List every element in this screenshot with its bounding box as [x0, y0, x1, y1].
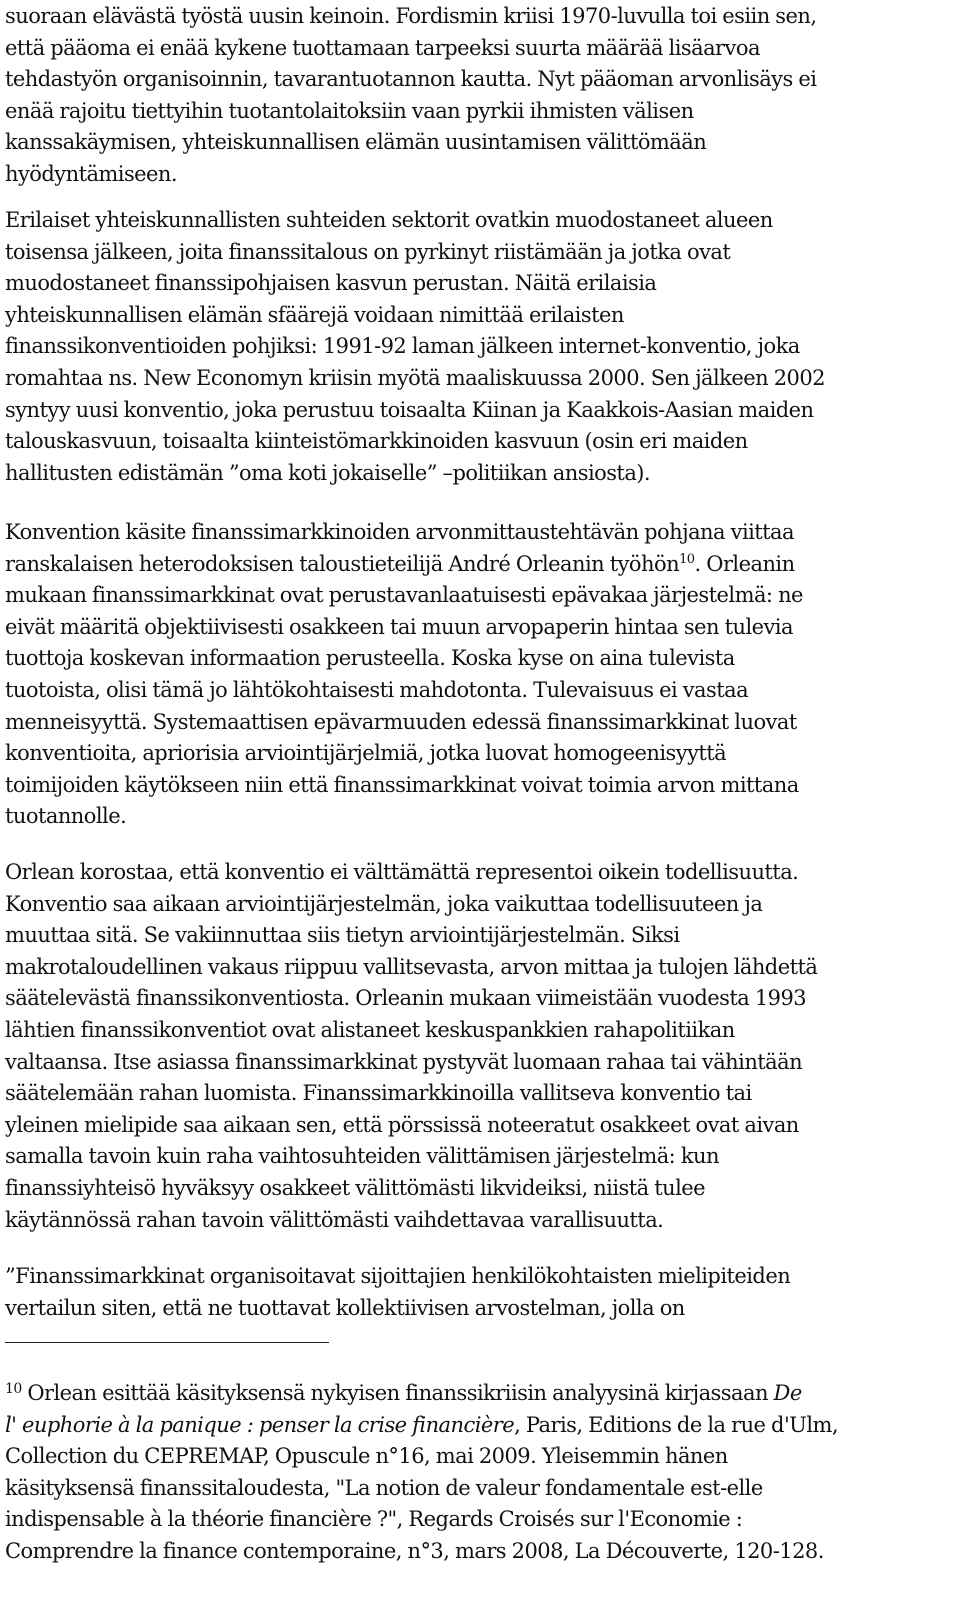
footnote-line: Collection du CEPREMAP, Opuscule n°16, mai 2009. Yleisemmin hänen: [5, 1444, 728, 1469]
footnote-line: käsityksensä finanssitaloudesta, "La notion de valeur fondamentale est-elle: [5, 1475, 763, 1500]
text-line: suoraan elävästä työstä uusin keinoin. Fordismin kriisi 1970-luvulla toi esiin sen,: [5, 4, 817, 28]
text-line: eivät määritä objektiivisesti osakkeen tai muun arvopaperin hintaa sen tulevia: [5, 614, 793, 639]
text-line: mukaan finanssimarkkinat ovat perustavanlaatuisesti epävakaa järjestelmä: ne: [5, 583, 803, 608]
text-line: Orlean korostaa, että konventio ei välttämättä representoi oikein todellisuutta.: [5, 860, 799, 884]
text-line: romahtaa ns. New Economyn kriisin myötä maaliskuussa 2000. Sen jälkeen 2002: [5, 365, 825, 390]
text-line: yleinen mielipide saa aikaan sen, että pörssissä noteeratut osakkeet ovat aivan: [5, 1112, 799, 1137]
paragraph-3: [5, 517, 803, 833]
text-line: Erilaiset yhteiskunnallisten suhteiden sektorit ovatkin muodostaneet alueen: [5, 208, 773, 232]
text-line: lähtien finanssikonventiot ovat alistaneet keskuspankkien rahapolitiikan: [5, 1017, 735, 1042]
footnote: [5, 1378, 838, 1568]
text-line: säätelemään rahan luomista. Finanssimarkkinoilla vallitseva konventio tai: [5, 1081, 752, 1106]
text-line: käytännössä rahan tavoin välittömästi vaihdettavaa varallisuutta.: [5, 1207, 664, 1232]
text-line: Konvention käsite finanssimarkkinoiden arvonmittaustehtävän pohjana viittaa: [5, 520, 794, 544]
text-line: tehdastyön organisoinnin, tavarantuotannon kautta. Nyt pääoman arvonlisäys ei: [5, 67, 817, 92]
text-line: makrotaloudellinen vakaus riippuu vallitsevasta, arvon mittaa ja tulojen lähdettä: [5, 954, 818, 979]
text-line: tuotannolle.: [5, 804, 127, 829]
text-segment: ranskalaisen heterodoksisen taloustieteilijä André Orleanin työhön: [5, 551, 680, 576]
text-line: tuottoja koskevan informaation perusteella. Koska kyse on aina tulevista: [5, 646, 735, 671]
text-line: ”Finanssimarkkinat organisoitavat sijoittajien henkilökohtaisten mielipiteiden: [5, 1264, 791, 1288]
footnote-line: indispensable à la théorie financière ?", Regards Croisés sur l'Economie :: [5, 1507, 743, 1532]
footnote-line: [5, 1378, 838, 1410]
text-line: muodostaneet finanssipohjaisen kasvun perustan. Näitä erilaisia: [5, 271, 657, 296]
text-line: hyödyntämiseen.: [5, 161, 178, 186]
paragraph-1: [5, 1, 817, 191]
footnote-reference[interactable]: 10: [679, 551, 695, 567]
book-title: l' euphorie à la panique : penser la crise financière: [5, 1412, 515, 1437]
text-line: valtaansa. Itse asiassa finanssimarkkinat pystyvät luomaan rahaa tai vähintään: [5, 1049, 803, 1074]
text-line: vertailun siten, että ne tuottavat kollektiivisen arvostelman, jolla on: [5, 1295, 685, 1320]
footnote-line: [5, 1410, 838, 1442]
text-line: Konventio saa aikaan arviointijärjestelmän, joka vaikuttaa todellisuuteen ja: [5, 891, 763, 916]
text-line: tuotoista, olisi tämä jo lähtökohtaisesti mahdotonta. Tulevaisuus ei vastaa: [5, 677, 749, 702]
text-line: hallitusten edistämän ”oma koti jokaiselle” –politiikan ansiosta).: [5, 460, 651, 485]
text-line: talouskasvuun, toisaalta kiinteistömarkkinoiden kasvuun (osin eri maiden: [5, 429, 748, 454]
text-line: konventioita, apriorisia arviointijärjelmiä, jotka luovat homogeenisyyttä: [5, 741, 727, 766]
paragraph-2: [5, 205, 825, 489]
paragraph-4: [5, 857, 817, 1236]
text-line: enää rajoitu tiettyihin tuotantolaitoksiin vaan pyrkii ihmisten välisen: [5, 98, 694, 123]
footnote-line: Comprendre la finance contemporaine, n°3, mars 2008, La Découverte, 120-128.: [5, 1538, 824, 1563]
text-segment: Orlean esittää käsityksensä nykyisen finanssikriisin analyysinä kirjassaan: [21, 1381, 774, 1405]
book-title-start: De: [773, 1381, 802, 1405]
text-line: toimijoiden käytökseen niin että finanssimarkkinat voivat toimia arvon mittana: [5, 772, 799, 797]
text-line: toisensa jälkeen, joita finanssitalous on pyrkinyt riistämään ja jotka ovat: [5, 239, 731, 264]
footnote-number: 10: [5, 1381, 22, 1397]
text-line: muuttaa sitä. Se vakiinnuttaa siis tietyn arviointijärjestelmän. Siksi: [5, 923, 680, 948]
text-segment: . Orleanin: [694, 551, 795, 576]
text-line: syntyy uusi konventio, joka perustuu toisaalta Kiinan ja Kaakkois-Aasian maiden: [5, 397, 814, 422]
text-line: samalla tavoin kuin raha vaihtosuhteiden välittämisen järjestelmä: kun: [5, 1144, 719, 1169]
text-line: finanssiyhteisö hyväksyy osakkeet välittömästi likvideiksi, niistä tulee: [5, 1175, 706, 1200]
text-line: kanssakäymisen, yhteiskunnallisen elämän uusintamisen välittömään: [5, 130, 707, 155]
text-line: että pääoma ei enää kykene tuottamaan tarpeeksi suurta määrää lisäarvoa: [5, 35, 760, 60]
text-line: [5, 549, 803, 581]
text-line: säätelevästä finanssikonventiosta. Orleanin mukaan viimeistään vuodesta 1993: [5, 986, 807, 1011]
text-line: yhteiskunnallisen elämän sfäärejä voidaan nimittää erilaisten: [5, 302, 624, 327]
paragraph-5: [5, 1261, 790, 1324]
text-segment: , Paris, Editions de la rue d'Ulm,: [514, 1412, 838, 1437]
text-line: finanssikonventioiden pohjiksi: 1991-92 laman jälkeen internet-konventio, joka: [5, 334, 800, 359]
text-line: menneisyyttä. Systemaattisen epävarmuuden edessä finanssimarkkinat luovat: [5, 709, 797, 734]
footnote-separator: [5, 1342, 329, 1343]
